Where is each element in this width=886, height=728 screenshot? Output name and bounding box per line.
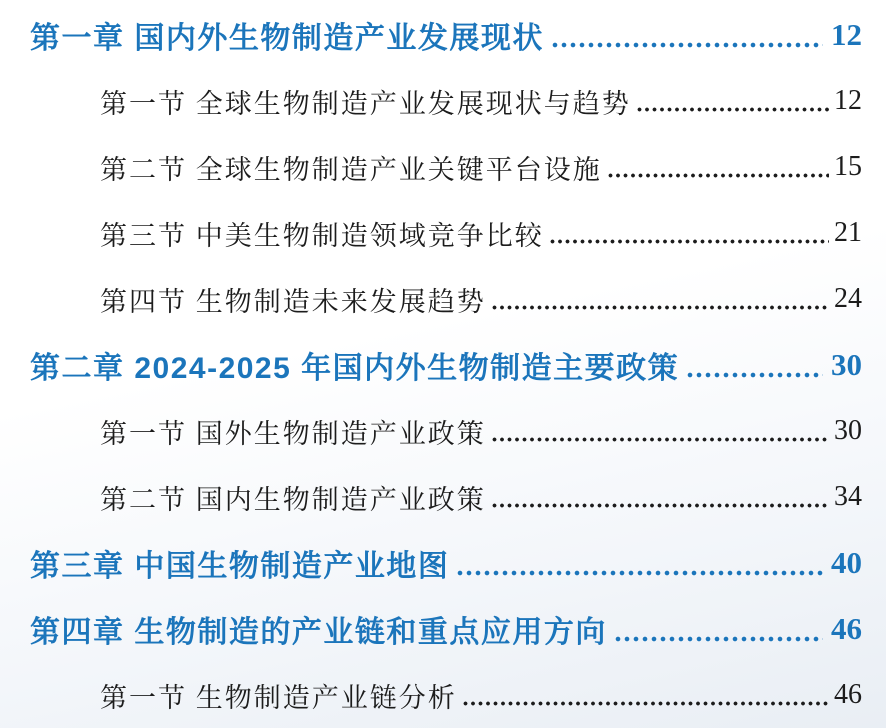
dot-leader: [550, 239, 829, 245]
toc-entry-page: 15: [834, 151, 862, 182]
toc-entry-page: 46: [834, 679, 862, 710]
toc-entry-chapter-3: [0, 530, 886, 596]
toc-entry-section-1-2: [0, 134, 886, 200]
toc-entry-label: 第四章 生物制造的产业链和重点应用方向: [30, 616, 607, 649]
dot-leader: [615, 636, 823, 643]
toc-entry-chapter-2: [0, 332, 886, 398]
toc-entry-page: 12: [834, 85, 862, 116]
toc-entry-page: 34: [834, 481, 862, 512]
toc-entry-label: 第二节 全球生物制造产业关键平台设施: [100, 154, 602, 185]
toc-entry-chapter-4: [0, 596, 886, 662]
toc-entry-section-2-1: [0, 398, 886, 464]
toc-entry-page: 12: [831, 17, 862, 52]
dot-leader: [552, 42, 823, 49]
toc-entry-label: 第三节 中美生物制造领域竞争比较: [100, 220, 544, 251]
toc-entry-page: 40: [831, 545, 862, 580]
toc-entry-label: 第四节 生物制造未来发展趋势: [100, 286, 486, 317]
toc-entry-section-2-2: [0, 464, 886, 530]
toc-entry-section-4-1: [0, 662, 886, 728]
toc-entry-chapter-1: [0, 2, 886, 68]
toc-entry-label: 第一节 国外生物制造产业政策: [100, 418, 486, 449]
dot-leader: [637, 107, 829, 113]
dot-leader: [687, 372, 823, 379]
toc-entry-label: 第一节 生物制造产业链分析: [100, 682, 457, 713]
toc-entry-page: 30: [834, 415, 862, 446]
toc-entry-page: 46: [831, 611, 862, 646]
toc-entry-section-1-1: [0, 68, 886, 134]
toc-entry-label: 第三章 中国生物制造产业地图: [30, 550, 450, 583]
toc-entry-page: 30: [831, 347, 862, 382]
dot-leader: [608, 173, 829, 179]
toc-entry-label: 第二章 2024-2025 年国内外生物制造主要政策: [30, 352, 680, 385]
toc-entry-label: 第一节 全球生物制造产业发展现状与趋势: [100, 88, 631, 119]
toc-entry-page: 24: [834, 283, 862, 314]
dot-leader: [492, 437, 829, 443]
dot-leader: [457, 570, 823, 577]
toc-list: [0, 2, 886, 728]
toc-entry-page: 21: [834, 217, 862, 248]
toc-entry-section-1-4: [0, 266, 886, 332]
toc-entry-label: 第二节 国内生物制造产业政策: [100, 484, 486, 515]
dot-leader: [463, 701, 829, 707]
dot-leader: [492, 305, 829, 311]
toc-entry-section-1-3: [0, 200, 886, 266]
toc-entry-label: 第一章 国内外生物制造产业发展现状: [30, 22, 544, 55]
dot-leader: [492, 503, 829, 509]
